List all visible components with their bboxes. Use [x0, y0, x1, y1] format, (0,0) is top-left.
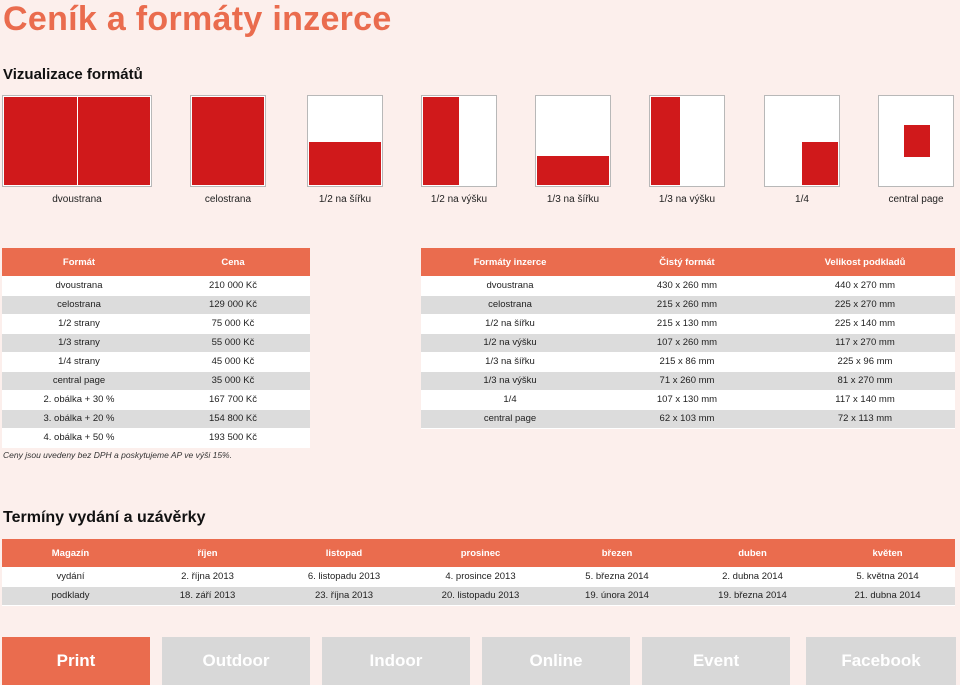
table-cell: 20. listopadu 2013 — [412, 586, 549, 605]
table-cell: 154 800 Kč — [156, 409, 310, 428]
table-cell: 23. října 2013 — [276, 586, 412, 605]
table-row — [2, 276, 310, 295]
table-row — [2, 314, 310, 333]
table-row — [2, 295, 310, 314]
tab-indoor[interactable]: Indoor — [322, 637, 470, 685]
table-cell: 225 x 96 mm — [775, 352, 955, 371]
table-cell: 1/4 — [421, 390, 599, 409]
table-cell: 1/3 na výšku — [421, 371, 599, 390]
table-cell: 440 x 270 mm — [775, 276, 955, 295]
table-cell: 107 x 130 mm — [599, 390, 775, 409]
table-cell: vydání — [2, 567, 139, 586]
table-cell: 45 000 Kč — [156, 352, 310, 371]
table-cell: 210 000 Kč — [156, 276, 310, 295]
format-label: 1/2 na výšku — [430, 194, 488, 205]
schedule-table — [2, 539, 955, 606]
table-row — [2, 352, 310, 371]
table-cell: 167 700 Kč — [156, 390, 310, 409]
table-cell: 1/2 na šířku — [421, 314, 599, 333]
format-label: 1/3 na šířku — [546, 194, 600, 205]
table-cell: 215 x 130 mm — [599, 314, 775, 333]
format-thumb-third-height — [649, 95, 725, 187]
table-cell: 1/2 strany — [2, 314, 156, 333]
table-row — [2, 428, 310, 447]
table-cell: 6. listopadu 2013 — [276, 567, 412, 586]
table-cell: 1/3 strany — [2, 333, 156, 352]
table-cell: 129 000 Kč — [156, 295, 310, 314]
column-header: Čistý formát — [599, 248, 775, 276]
table-cell: central page — [421, 409, 599, 428]
table-cell: 215 x 86 mm — [599, 352, 775, 371]
column-header: říjen — [139, 539, 276, 567]
table-cell: 18. září 2013 — [139, 586, 276, 605]
table-row — [2, 586, 955, 605]
table-cell: 4. prosince 2013 — [412, 567, 549, 586]
page-title: Ceník a formáty inzerce — [3, 0, 392, 38]
table-cell: 215 x 260 mm — [599, 295, 775, 314]
table-row — [2, 333, 310, 352]
table-cell: 225 x 270 mm — [775, 295, 955, 314]
format-thumb-half-height — [421, 95, 497, 187]
table-row — [2, 567, 955, 586]
tab-online[interactable]: Online — [482, 637, 630, 685]
format-thumb-central-page — [878, 95, 954, 187]
table-cell: 62 x 103 mm — [599, 409, 775, 428]
price-note: Ceny jsou uvedeny bez DPH a poskytujeme AP ve výši 15%. — [3, 450, 232, 460]
column-header: květen — [820, 539, 955, 567]
table-cell: 4. obálka + 50 % — [2, 428, 156, 447]
format-thumb-half-width — [307, 95, 383, 187]
table-cell: 225 x 140 mm — [775, 314, 955, 333]
table-cell: 75 000 Kč — [156, 314, 310, 333]
table-cell: dvoustrana — [2, 276, 156, 295]
visualization-heading: Vizualizace formátů — [3, 66, 143, 83]
table-row — [421, 314, 955, 333]
table-row — [421, 333, 955, 352]
table-cell: 117 x 140 mm — [775, 390, 955, 409]
table-row — [421, 276, 955, 295]
column-header: Formát — [2, 248, 156, 276]
table-cell: 193 500 Kč — [156, 428, 310, 447]
column-header: Velikost podkladů — [775, 248, 955, 276]
table-cell: 19. února 2014 — [549, 586, 685, 605]
format-thumb-third-width — [535, 95, 611, 187]
column-header: Magazín — [2, 539, 139, 567]
table-cell: 19. března 2014 — [685, 586, 820, 605]
format-label: 1/3 na výšku — [658, 194, 716, 205]
table-cell: celostrana — [2, 295, 156, 314]
table-cell: dvoustrana — [421, 276, 599, 295]
table-row — [2, 409, 310, 428]
format-label: dvoustrana — [52, 194, 102, 205]
table-cell: celostrana — [421, 295, 599, 314]
schedule-heading: Termíny vydání a uzávěrky — [3, 509, 206, 526]
table-row — [421, 390, 955, 409]
table-cell: 2. října 2013 — [139, 567, 276, 586]
table-row — [421, 352, 955, 371]
column-header: Formáty inzerce — [421, 248, 599, 276]
table-row — [421, 371, 955, 390]
table-cell: 5. března 2014 — [549, 567, 685, 586]
tab-print[interactable]: Print — [2, 637, 150, 685]
table-row — [2, 371, 310, 390]
table-cell: 71 x 260 mm — [599, 371, 775, 390]
table-cell: 2. dubna 2014 — [685, 567, 820, 586]
table-cell: 55 000 Kč — [156, 333, 310, 352]
table-row — [421, 409, 955, 428]
table-cell: central page — [2, 371, 156, 390]
table-cell: 1/2 na výšku — [421, 333, 599, 352]
column-header: duben — [685, 539, 820, 567]
table-row — [2, 390, 310, 409]
table-cell: 1/4 strany — [2, 352, 156, 371]
table-cell: 72 x 113 mm — [775, 409, 955, 428]
format-label: celostrana — [204, 194, 252, 205]
format-label: central page — [888, 194, 944, 205]
table-row — [421, 295, 955, 314]
format-table — [421, 248, 955, 429]
tab-outdoor[interactable]: Outdoor — [162, 637, 310, 685]
table-cell: 5. května 2014 — [820, 567, 955, 586]
table-cell: 35 000 Kč — [156, 371, 310, 390]
table-cell: 430 x 260 mm — [599, 276, 775, 295]
price-table — [2, 248, 310, 448]
table-cell: 21. dubna 2014 — [820, 586, 955, 605]
tab-facebook[interactable]: Facebook — [806, 637, 956, 685]
format-thumb-quarter — [764, 95, 840, 187]
tab-event[interactable]: Event — [642, 637, 790, 685]
format-label: 1/4 — [795, 194, 809, 205]
column-header: prosinec — [412, 539, 549, 567]
format-thumb-celostrana — [190, 95, 266, 187]
table-cell: 1/3 na šířku — [421, 352, 599, 371]
table-cell: 107 x 260 mm — [599, 333, 775, 352]
table-cell: 81 x 270 mm — [775, 371, 955, 390]
format-thumb-dvoustrana — [2, 95, 152, 187]
column-header: březen — [549, 539, 685, 567]
table-cell: 3. obálka + 20 % — [2, 409, 156, 428]
table-cell: 117 x 270 mm — [775, 333, 955, 352]
column-header: listopad — [276, 539, 412, 567]
table-cell: podklady — [2, 586, 139, 605]
column-header: Cena — [156, 248, 310, 276]
format-label: 1/2 na šířku — [318, 194, 372, 205]
table-cell: 2. obálka + 30 % — [2, 390, 156, 409]
